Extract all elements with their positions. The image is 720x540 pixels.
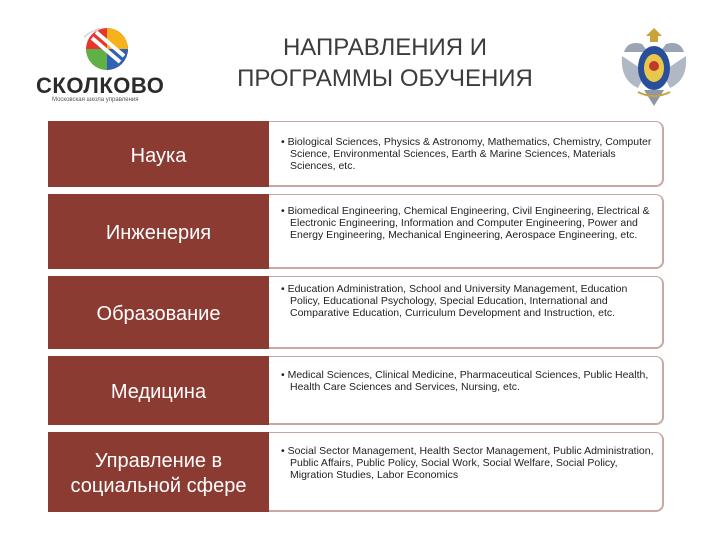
program-description bbox=[269, 356, 664, 425]
logo-subtitle: Московская школа управления bbox=[52, 97, 139, 103]
category-label: Образование bbox=[48, 276, 269, 349]
description-text: • Education Administration, School and University Management, Education Policy, Educational Psychology, Special Education, International and Comparative Education, Curriculum Development and Instruction, etc. bbox=[281, 283, 628, 319]
title-line-2: ПРОГРАММЫ ОБУЧЕНИЯ bbox=[237, 65, 533, 92]
page-title bbox=[195, 32, 575, 94]
program-row-social-management bbox=[48, 432, 664, 512]
program-description bbox=[269, 194, 664, 269]
category-label: Наука bbox=[48, 121, 269, 187]
program-row-engineering bbox=[48, 194, 664, 269]
program-description bbox=[269, 276, 664, 349]
description-text: • Medical Sciences, Clinical Medicine, Pharmaceutical Sciences, Public Health, Health Care Sciences and Services, Nursing, etc. bbox=[281, 369, 649, 393]
program-description bbox=[269, 432, 664, 512]
description-text: • Biomedical Engineering, Chemical Engineering, Civil Engineering, Electrical & Electronic Engineering, Information and Computer Engineering, Power and Energy Engineering, Mechanical Engineering, Aerospace Engineering, etc. bbox=[281, 205, 650, 241]
description-text: • Biological Sciences, Physics & Astronomy, Mathematics, Chemistry, Computer Science, Environmental Sciences, Earth & Marine Sciences, Materials Sciences, etc. bbox=[281, 136, 652, 172]
program-row-education bbox=[48, 276, 664, 349]
program-row-science bbox=[48, 121, 664, 187]
program-row-medicine bbox=[48, 356, 664, 425]
skolkovo-logo-mark-icon bbox=[84, 26, 130, 72]
category-label: Инженерия bbox=[48, 194, 269, 269]
programs-list bbox=[48, 121, 664, 512]
skolkovo-logo bbox=[36, 26, 165, 106]
program-description bbox=[269, 121, 664, 187]
crest-emblem-icon bbox=[618, 22, 690, 110]
logo-wordmark: СКОЛКОВО bbox=[36, 73, 165, 98]
category-label: Медицина bbox=[48, 356, 269, 425]
title-line-1: НАПРАВЛЕНИЯ И bbox=[282, 34, 488, 61]
category-label: Управление в социальной сфере bbox=[48, 432, 269, 512]
description-text: • Social Sector Management, Health Sector Management, Public Administration, Public Affairs, Public Policy, Social Work, Social Welfare, Social Policy, Migration Studies, Labor Economics bbox=[281, 445, 654, 481]
